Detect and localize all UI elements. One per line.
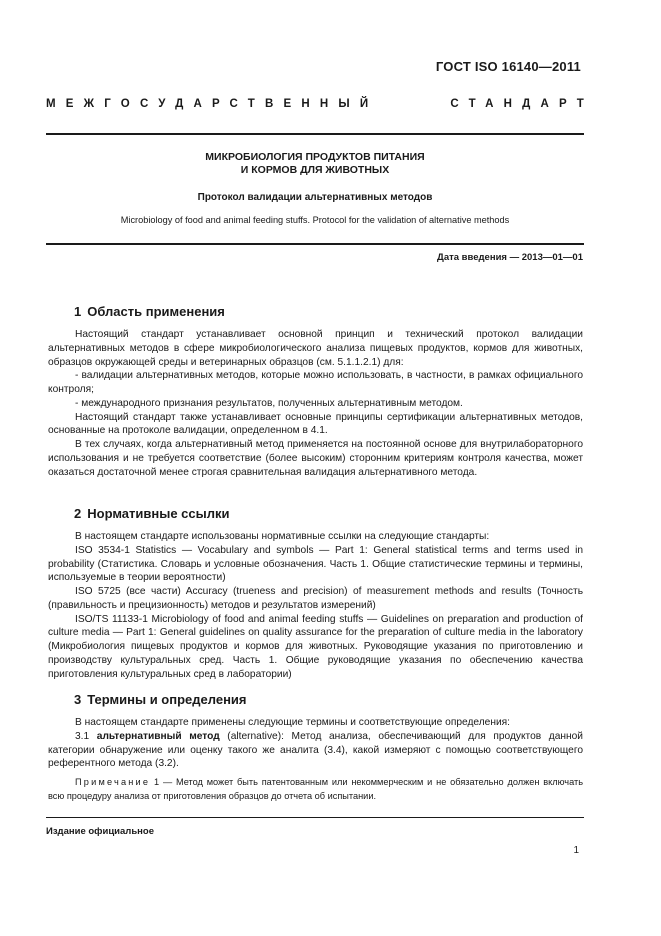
section-title: Область применения (87, 304, 225, 319)
section-2-body (48, 530, 583, 681)
document-title (46, 151, 584, 177)
paragraph: ISO 3534-1 Statistics — Vocabulary and symbols — Part 1: General statistical terms and terms used in probability (Статистика. Словарь и условные обозначения. Часть 1. Общие статистические термины и термины, используемые в теории вероятности) (48, 544, 583, 584)
paragraph: Настоящий стандарт также устанавливает основные принципы сертификации альтернативных методов, основанные на протоколе валидации, определенном в 4.1. (48, 411, 583, 437)
note-text: 1 — Метод может быть патентованным или некоммерческим и не обязательно должен включать всю процедуру анализа от приготовления образцов до отчета об испытании. (48, 777, 583, 801)
term-definition (48, 730, 583, 771)
introduction-date: Дата введения — 2013—01—01 (437, 252, 583, 263)
standard-type-left: МЕЖГОСУДАРСТВЕННЫЙ (46, 98, 379, 110)
title-line-1: МИКРОБИОЛОГИЯ ПРОДУКТОВ ПИТАНИЯ (205, 151, 425, 163)
document-subtitle: Протокол валидации альтернативных методов (197, 192, 433, 203)
paragraph: - международного признания результатов, полученных альтернативным методом. (75, 397, 463, 409)
footer-rule (46, 817, 584, 818)
section-title: Нормативные ссылки (87, 506, 230, 521)
header-rule (46, 133, 584, 135)
paragraph: Настоящий стандарт устанавливает основной принцип и технический протокол валидации альтернативных методов в сфере микробиологического анализа пищевых продуктов, кормов для животных, образцов окружающей среды и ветеринарных образцов (см. 5.1.1.2.1) для: (48, 329, 583, 368)
paragraph: ISO/TS 11133-1 Microbiology of food and animal feeding stuffs — Guidelines on preparation and production of culture media — Part 1: General guidelines on quality assurance for the preparation of culture media in the laboratory (Микробиология пищевых продуктов и кормов для животных. Руководящие указания по приготовлению и производству культуральных сред. Часть 1. Общие руководящие указания по обеспечению качества приготовления культуральных сред в лаборатории) (48, 613, 583, 680)
english-title: Microbiology of food and animal feeding stuffs. Protocol for the validation of alternative methods (120, 215, 510, 225)
title-rule (46, 243, 584, 245)
section-3-body (48, 716, 583, 771)
section-title: Термины и определения (87, 692, 247, 707)
note (48, 776, 583, 803)
section-number: 3 (74, 692, 82, 707)
paragraph: - валидации альтернативных методов, которые можно использовать, в частности, в рамках официального контроля; (48, 370, 583, 395)
section-1-body (48, 328, 583, 479)
section-number: 1 (74, 304, 82, 319)
paragraph: В тех случаях, когда альтернативный метод применяется на постоянной основе для внутрилабораторного использования и не требуется соответствие (более высоким) сторонним критериям контроля качества, может оказаться достаточной менее строгая сравнительная валидация альтернативного метода. (48, 439, 583, 478)
page-number: 1 (573, 845, 579, 856)
document-id: ГОСТ ISO 16140—2011 (435, 59, 581, 74)
standard-type-right: СТАНДАРТ (450, 98, 594, 110)
section-number: 2 (74, 506, 82, 521)
paragraph: В настоящем стандарте применены следующие термины и соответствующие определения: (75, 717, 511, 728)
official-edition-label: Издание официальное (46, 826, 154, 837)
term-number: 3.1 (75, 730, 90, 742)
paragraph: В настоящем стандарте использованы нормативные ссылки на следующие стандарты: (75, 531, 490, 542)
term-name: альтернативный метод (96, 730, 220, 742)
section-3-heading (74, 692, 247, 707)
paragraph: ISO 5725 (все части) Accuracy (trueness and precision) of measurement methods and results (Точность (правильность и прецизионность) методов и результатов измерений) (48, 586, 583, 611)
section-1-heading (74, 304, 225, 319)
standard-type-line (46, 98, 594, 110)
note-label: Примечание (75, 777, 151, 787)
term-text: (alternative): Метод анализа, обеспечивающий для продуктов данной категории обнаружение или оценку такого же аналита (3.4), какой измеряют с помощью соответствующего референтного метода (3.2). (48, 730, 583, 770)
section-2-heading (74, 506, 229, 521)
title-line-2: И КОРМОВ ДЛЯ ЖИВОТНЫХ (240, 164, 390, 176)
